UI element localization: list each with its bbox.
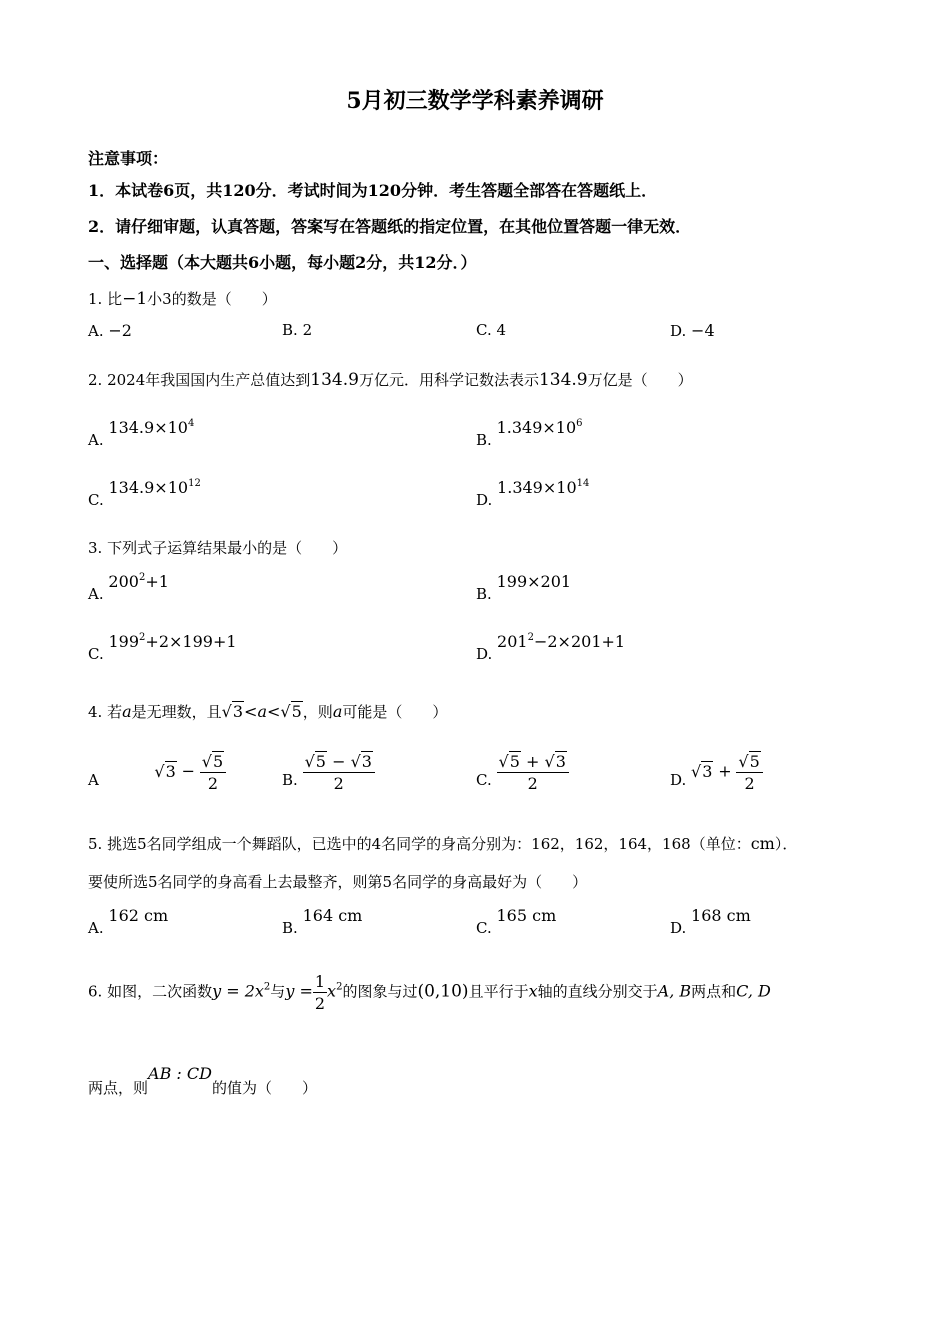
radicand: 5 [212, 752, 224, 771]
q2-option-b [476, 418, 583, 449]
option-value: 200 [108, 572, 139, 591]
option-label: D. [670, 770, 687, 789]
q1-option-d [670, 321, 715, 340]
option-label: C. [88, 491, 104, 509]
q1-text-2: 小3的数是（ ） [147, 290, 277, 308]
option-value: 134.9×10 [108, 478, 189, 497]
q2-option-c [88, 478, 201, 509]
q6-text-4: 且平行于 [468, 982, 529, 1001]
q2-option-d [476, 478, 589, 509]
q4-option-b [282, 752, 375, 793]
fraction: $\frac{√5 - √3}{2}$ [303, 752, 375, 793]
numerator: 1 [314, 972, 326, 991]
points-ab: A, B [657, 981, 692, 1001]
question-3-stem: 3. 下列式子运算结果最小的是（ ） [88, 539, 348, 557]
option-label: C. [476, 321, 492, 339]
q4-text-2: 是无理数，且 [131, 703, 222, 721]
question-2-stem [88, 369, 693, 390]
q1-option-b [282, 321, 312, 339]
radicand: 3 [232, 702, 244, 721]
operator: + [718, 761, 732, 781]
less-than: < [267, 702, 281, 721]
page-title: 5月初三数学学科素养调研 [346, 88, 604, 114]
option-label: B. [476, 431, 492, 449]
option-label: A. [88, 431, 104, 449]
q6-text-7: 两点，则 [88, 1079, 149, 1097]
notes-heading: 注意事项： [88, 149, 169, 168]
function-1: y = 2x [212, 981, 264, 1001]
fraction: $\frac{√5}{2}$ [200, 752, 226, 793]
question-1-stem [88, 288, 277, 309]
option-label: C. [88, 645, 104, 663]
exponent: 6 [576, 418, 583, 429]
q2-math: 134.9 [310, 370, 359, 390]
option-value: 201 [497, 632, 528, 651]
option-label: B. [282, 770, 298, 789]
exponent: 2 [527, 632, 534, 643]
option-label: D. [670, 322, 687, 340]
exponent: 2 [139, 632, 146, 643]
ratio: AB : CD [148, 1064, 212, 1083]
q1-text: 1. 比 [88, 290, 123, 308]
variable-a: a [257, 702, 267, 721]
radicand: 5 [315, 752, 326, 771]
q6-text-8: 的值为（ ） [211, 1079, 317, 1097]
section-heading: 一、选择题（本大题共6小题，每小题2分，共12分．） [88, 253, 477, 272]
exponent: 2 [263, 981, 271, 993]
q3-option-c [88, 632, 237, 663]
points-cd: C, D [736, 981, 771, 1001]
fraction: $\frac{√5 + √3}{2}$ [497, 752, 569, 793]
q2-text-3: 万亿是（ ） [587, 371, 693, 389]
q3-option-d [476, 632, 625, 663]
exponent: 4 [187, 418, 195, 429]
question-6-stem [88, 972, 771, 1013]
question-5-stem-line-2: 要使所选5名同学的身高看上去最整齐，则第5名同学的身高最好为（ ） [88, 873, 588, 891]
radicand: 3 [702, 761, 713, 781]
option-value: −2 [108, 321, 132, 340]
operator: − [332, 752, 346, 771]
exponent: 2 [138, 572, 146, 583]
option-value: 164 cm [302, 906, 363, 925]
q6-text-6: 两点和 [691, 982, 737, 1001]
question-5-stem [88, 833, 797, 854]
option-value: 4 [496, 321, 507, 339]
option-value: 168 cm [691, 906, 751, 925]
q1-option-c [476, 321, 506, 339]
variable-a: a [122, 702, 132, 721]
q2-option-a [88, 418, 194, 449]
q2-text: 2. 2024年我国国内生产总值达到 [88, 371, 311, 389]
q2-math-2: 134.9 [538, 370, 588, 390]
denominator: 2 [333, 774, 344, 793]
fraction: $\frac{√5}{2}$ [736, 752, 762, 793]
option-value: 199×201 [496, 572, 572, 591]
option-value: 134.9×10 [108, 418, 188, 437]
q5-option-a [88, 906, 168, 937]
sqrt-3: √3 [154, 761, 176, 781]
notes-item-2: 2．请仔细审题，认真答题，答案写在答题纸的指定位置，在其他位置答题一律无效． [88, 217, 692, 236]
denominator: 2 [314, 994, 326, 1013]
unit: cm [750, 834, 775, 853]
q5-option-c [476, 906, 556, 937]
q5-option-d [670, 906, 751, 937]
q5-option-b [282, 906, 362, 937]
q6-text-2: 与 [270, 982, 286, 1001]
q5-text-2: ）． [774, 835, 798, 853]
option-value-rest: +2×199+1 [145, 632, 237, 651]
exponent: 2 [336, 981, 343, 993]
q6-text-5: 轴的直线分别交于 [537, 982, 658, 1001]
denominator: 2 [527, 774, 538, 793]
q3-option-a [88, 572, 169, 603]
q4-option-d [670, 752, 763, 793]
operator: + [525, 752, 540, 771]
option-label: D. [476, 491, 493, 509]
option-label: C. [476, 770, 492, 789]
option-label: D. [476, 645, 493, 663]
radicand: 3 [361, 752, 372, 771]
q4-option-a [88, 752, 226, 793]
q6-text: 6. 如图，二次函数 [88, 982, 213, 1001]
question-6-stem-line-2 [88, 1064, 317, 1098]
option-value: −4 [691, 321, 715, 340]
option-label: C. [476, 919, 492, 937]
q6-text-3: 的图象与过 [342, 982, 418, 1001]
sqrt-3: √3 [691, 761, 713, 781]
sqrt-3: √3 [221, 702, 244, 721]
exponent: 12 [188, 478, 201, 489]
option-label: A. [88, 919, 104, 937]
radicand: 5 [509, 752, 520, 771]
radicand: 3 [165, 761, 176, 781]
q3-option-b [476, 572, 571, 603]
q4-text: 4. 若 [88, 703, 123, 721]
option-label: A. [88, 322, 104, 340]
exponent: 14 [576, 478, 590, 489]
option-value-rest: −2×201+1 [533, 632, 626, 651]
radicand: 3 [555, 752, 566, 771]
radicand: 5 [749, 752, 760, 771]
q1-math: −1 [122, 289, 148, 309]
option-label: B. [476, 585, 492, 603]
q4-text-4: 可能是（ ） [342, 703, 448, 721]
notes-item-1: 1．本试卷6页，共120分．考试时间为120分钟．考生答题全部答在答题纸上． [88, 181, 658, 200]
q5-text: 5. 挑选5名同学组成一个舞蹈队，已选中的4名同学的身高分别为：162，162，164，168（单位： [88, 835, 751, 853]
question-4-stem [88, 701, 447, 722]
option-label: B. [282, 321, 298, 339]
option-label: D. [670, 919, 687, 937]
less-than: < [244, 702, 258, 721]
option-value: 165 cm [496, 906, 557, 925]
q4-text-3: ，则 [302, 703, 333, 721]
variable-x: x [327, 981, 337, 1001]
q2-text-2: 万亿元．用科学记数法表示 [358, 371, 539, 389]
denominator: 2 [207, 774, 219, 793]
operator: − [181, 761, 195, 781]
option-value: 162 cm [108, 906, 169, 925]
function-2: y = [285, 981, 313, 1001]
option-label: A. [88, 585, 104, 603]
variable-a: a [332, 702, 343, 721]
option-value-rest: +1 [145, 572, 169, 591]
q4-option-c [476, 752, 569, 793]
option-label: B. [282, 919, 298, 937]
option-label: A [88, 770, 99, 789]
q1-option-a [88, 321, 132, 340]
option-value: 1.349×10 [497, 478, 577, 497]
fraction-half [313, 972, 327, 1013]
point: (0,10) [417, 981, 469, 1002]
sqrt-5: √5 [280, 702, 302, 721]
option-value: 199 [108, 632, 140, 651]
radicand: 5 [291, 702, 302, 721]
option-value: 2 [302, 321, 313, 339]
variable-x: x [528, 981, 538, 1001]
denominator: 2 [744, 774, 755, 793]
option-value: 1.349×10 [496, 418, 577, 437]
